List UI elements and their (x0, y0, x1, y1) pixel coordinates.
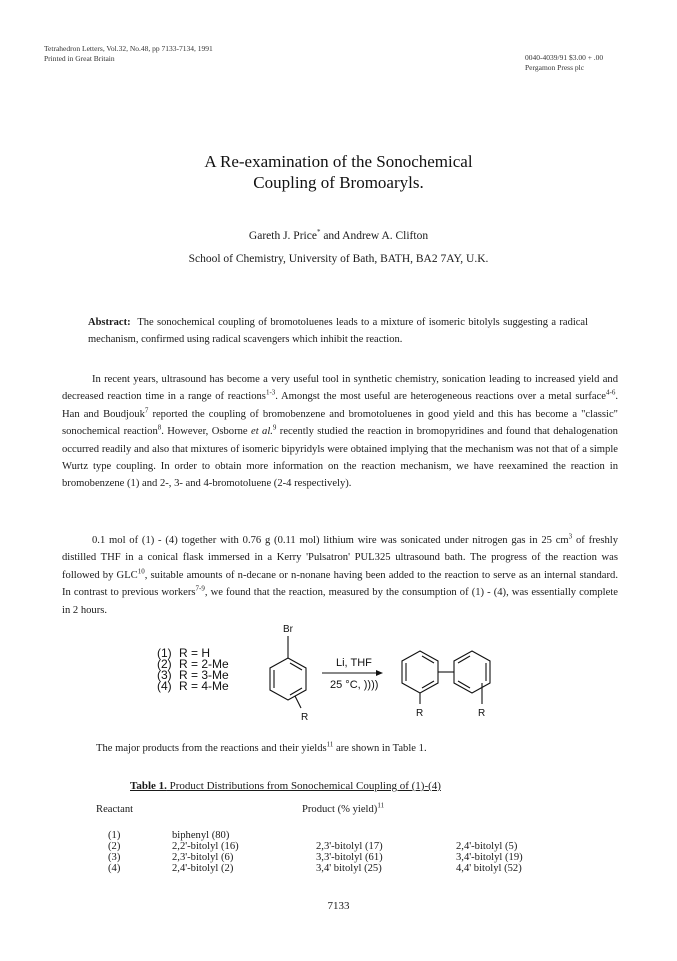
text-run: . Amongst the most useful are heterogeneous reactions over a metal surface (275, 391, 607, 403)
unit-exponent: 3 (568, 532, 573, 541)
table-cell-reactant: (3) (108, 852, 121, 863)
table-cell-product: 2,3'-bitolyl (6) (172, 852, 234, 863)
table-cell-reactant: (2) (108, 841, 121, 852)
table-cell-product: 4,4' bitolyl (52) (456, 863, 522, 874)
substituent-definition: R = 4-Me (179, 679, 229, 693)
table-header-reactant: Reactant (96, 804, 134, 815)
bromine-label: Br (283, 624, 293, 635)
paragraph-intro (62, 371, 618, 493)
reference-mark: 7-9 (195, 584, 205, 593)
reference-mark: 10 (137, 567, 145, 576)
table-header-product-text: Product (% yield) (302, 804, 378, 815)
table-caption-text: Product Distributions from Sonochemical Coupling of (1)-(4) (166, 780, 441, 792)
substituent-label: R (416, 708, 424, 719)
table-caption (130, 780, 441, 792)
printed-location: Printed in Great Britain (44, 54, 115, 63)
text-run: 0.1 mol of (1) - (4) together with 0.76 g (0.11 mol) lithium wire was sonicated under nitrogen gas in 25 cm (92, 535, 569, 546)
table-cell-product: biphenyl (80) (172, 830, 230, 841)
text-run: , suitable amounts of n-decane or n-nonane having been added to the reaction to serve as an internal standard. In contrast to previous workers (62, 569, 618, 599)
reactant-label: (2) (157, 657, 172, 671)
table-cell-product: 3,4' bitolyl (25) (316, 863, 382, 874)
journal-citation: Tetrahedron Letters, Vol.32, No.48, pp 7133-7134, 1991 (44, 44, 213, 53)
reactant-list (157, 646, 229, 693)
author-secondary: and Andrew A. Clifton (320, 230, 429, 242)
reference-mark: 4-6 (606, 388, 616, 397)
reactant-label: (4) (157, 679, 172, 693)
publisher-header (525, 53, 603, 73)
abstract-text: The sonochemical coupling of bromotoluenes leads to a mixture of isomeric bitolyls suggesting a radical mechanism, confirmed using radical scavengers which inhibit the reaction. (88, 317, 588, 345)
text-run: The major products from the reactions and their yields (96, 743, 327, 754)
table-cell-product: 2,3'-bitolyl (17) (316, 841, 383, 852)
table-cell-product: 2,2'-bitolyl (16) (172, 841, 239, 852)
reagent-label: Li, THF (336, 657, 372, 669)
abstract-label: Abstract: (88, 317, 131, 328)
reference-mark: 8 (157, 423, 162, 432)
table-cell-product: 3,4'-bitolyl (19) (456, 852, 523, 863)
table-header-product (302, 801, 385, 815)
bromoarene-structure (270, 636, 306, 708)
text-run: recently studied the reaction in bromopyridines and found that dehalogenation occurred readily and also that mixtures of isomeric bipyridyls were obtained implying that the mechanism was not that of a simple Wurtz type coupling. In order to obtain more information on the reaction mechanism, we have reexamined the reaction in bromobenzene (1) and 2-, 3- and 4-bromotoluene (2-4 respectively). (62, 426, 618, 490)
page-number: 7133 (327, 900, 350, 912)
title-line-2: Coupling of Bromoaryls. (253, 173, 424, 192)
text-run: . Han and Boudjouk (62, 391, 619, 420)
abstract (88, 314, 588, 348)
major-products-sentence (96, 740, 427, 754)
corresponding-mark: * (316, 228, 321, 237)
text-run: , we found that the reaction, measured by the consumption of (1) - (4), was essentially complete in 2 hours. (62, 587, 618, 616)
table-cell-product: 3,3'-bitolyl (61) (316, 852, 383, 863)
paper-title (0, 151, 677, 193)
substituent-label: R (301, 712, 309, 723)
reference-mark: 7 (144, 406, 149, 415)
affiliation: School of Chemistry, University of Bath, BATH, BA2 7AY, U.K. (188, 253, 489, 265)
table-cell-reactant: (1) (108, 830, 121, 841)
price-code: 0040-4039/91 $3.00 + .00 (525, 53, 604, 62)
table-cell-product: 2,4'-bitolyl (2) (172, 863, 234, 874)
journal-header (44, 44, 213, 64)
et-al: et al. (251, 426, 273, 438)
reference-mark: 11 (326, 740, 334, 749)
arrow-head (376, 670, 383, 676)
substituent-definition: R = 3-Me (179, 668, 229, 682)
condition-label: 25 °C, )))) (330, 679, 379, 691)
reference-mark: 11 (377, 801, 385, 810)
text-run: of freshly distilled THF in a conical flask immersed in a Kerry 'Pulsatron' PUL325 ultrasound bath. The progress of the reaction was followed by GLC (62, 535, 618, 581)
table-cell-product: 2,4'-bitolyl (5) (456, 841, 518, 852)
substituent-definition: R = H (179, 646, 211, 660)
reactant-label: (1) (157, 646, 172, 660)
text-run: reported the coupling of bromobenzene and bromotoluenes in good yield and this has become a "classic" sonochemical reaction (62, 408, 618, 438)
reference-mark: 1-3 (265, 388, 276, 397)
substituent-label: R (478, 708, 486, 719)
substituent-definition: R = 2-Me (179, 657, 229, 671)
authors (0, 230, 677, 242)
reactant-label: (3) (157, 668, 172, 682)
table-label: Table 1. (130, 780, 167, 792)
biaryl-structure (402, 651, 490, 704)
text-run: . However, Osborne (161, 426, 251, 438)
reference-mark: 9 (272, 423, 277, 432)
title-line-1: A Re-examination of the Sonochemical (204, 152, 473, 171)
text-run: are shown in Table 1. (333, 743, 427, 754)
publisher-name: Pergamon Press plc (525, 63, 585, 72)
text-run: In recent years, ultrasound has become a very useful tool in synthetic chemistry, sonication leading to increased yield and decreased reaction time in a range of reactions (62, 374, 618, 403)
table-cell-reactant: (4) (108, 863, 121, 874)
reaction-scheme (150, 604, 530, 724)
author-primary: Gareth J. Price (248, 230, 317, 242)
